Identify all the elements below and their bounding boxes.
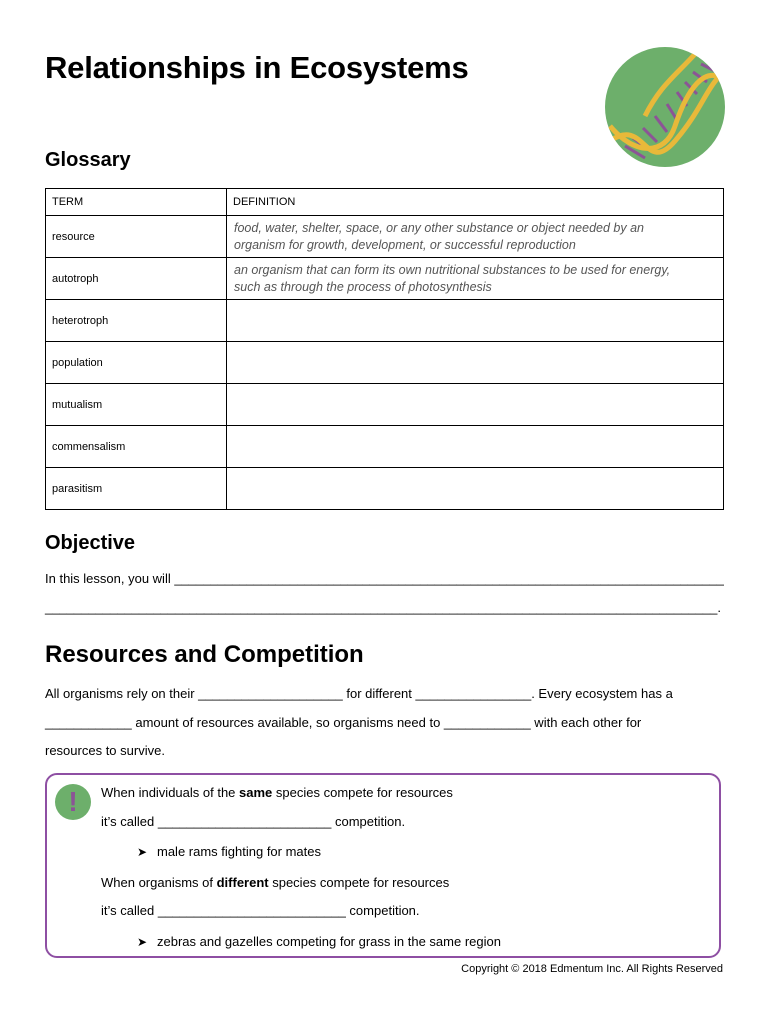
term-cell: population (46, 342, 227, 384)
emphasis-same: same (239, 785, 273, 800)
term-cell: mutualism (46, 384, 227, 426)
statement-text: species compete for resources (268, 875, 450, 890)
arrowhead-bullet-icon: ➤ (137, 845, 148, 859)
definition-cell[interactable] (227, 384, 724, 426)
resources-line-2[interactable]: ____________ amount of resources available, so organisms need to ____________ with each other for (45, 715, 642, 730)
definition-cell[interactable] (227, 300, 724, 342)
objective-line-1[interactable]: In this lesson, you will ____________________________________________________________________________ (45, 571, 724, 586)
arrowhead-bullet-icon: ➤ (137, 935, 148, 949)
competition-callout (45, 773, 721, 958)
definition-line: organism for growth, development, or successful reproduction (234, 237, 576, 252)
glossary-table (45, 188, 724, 510)
statement-text: species compete for resources (272, 785, 453, 800)
term-cell: commensalism (46, 426, 227, 468)
term-cell: heterotroph (46, 300, 227, 342)
definition-line: such as through the process of photosynthesis (234, 279, 492, 294)
statement-text: When organisms of (101, 875, 217, 890)
table-row (46, 258, 724, 300)
resources-heading: Resources and Competition (45, 641, 364, 668)
intraspecific-statement (101, 785, 453, 800)
definition-cell[interactable] (227, 426, 724, 468)
table-row (46, 384, 724, 426)
statement-text: When individuals of the (101, 785, 240, 800)
interspecific-statement (101, 875, 449, 890)
definition-cell[interactable] (227, 216, 724, 258)
example-text: male rams fighting for mates (157, 844, 322, 859)
example-text: zebras and gazelles competing for grass in the same region (157, 934, 501, 949)
column-header-term: TERM (46, 189, 227, 216)
table-row (46, 216, 724, 258)
objective-heading: Objective (45, 532, 136, 554)
definition-cell[interactable] (227, 342, 724, 384)
example-bullet (137, 844, 321, 859)
exclamation-icon: ! (55, 784, 91, 820)
resources-line-3: resources to survive. (45, 743, 165, 758)
term-cell: parasitism (46, 468, 227, 510)
column-header-definition: DEFINITION (227, 189, 724, 216)
dna-helix-icon (605, 46, 725, 168)
page-title: Relationships in Ecosystems (45, 50, 469, 85)
glossary-heading: Glossary (45, 149, 131, 171)
definition-cell[interactable] (227, 258, 724, 300)
example-bullet (137, 934, 501, 949)
intraspecific-blank-line[interactable]: it’s called ________________________ competition. (101, 814, 406, 829)
term-cell: resource (46, 216, 227, 258)
emphasis-different: different (216, 875, 269, 890)
copyright-notice: Copyright © 2018 Edmentum Inc. All Rights Reserved (461, 963, 723, 975)
table-row (46, 468, 724, 510)
objective-line-2[interactable]: _____________________________________________________________________________________________. (45, 600, 721, 615)
resources-line-1[interactable]: All organisms rely on their ____________________ for different ________________. Every ecosystem has a (45, 686, 673, 701)
table-row (46, 342, 724, 384)
definition-line: food, water, shelter, space, or any other substance or object needed by an (234, 220, 644, 235)
interspecific-blank-line[interactable]: it’s called __________________________ competition. (101, 903, 420, 918)
term-cell: autotroph (46, 258, 227, 300)
table-row (46, 300, 724, 342)
definition-line: an organism that can form its own nutritional substances to be used for energy, (234, 262, 671, 277)
definition-cell[interactable] (227, 468, 724, 510)
table-row (46, 426, 724, 468)
